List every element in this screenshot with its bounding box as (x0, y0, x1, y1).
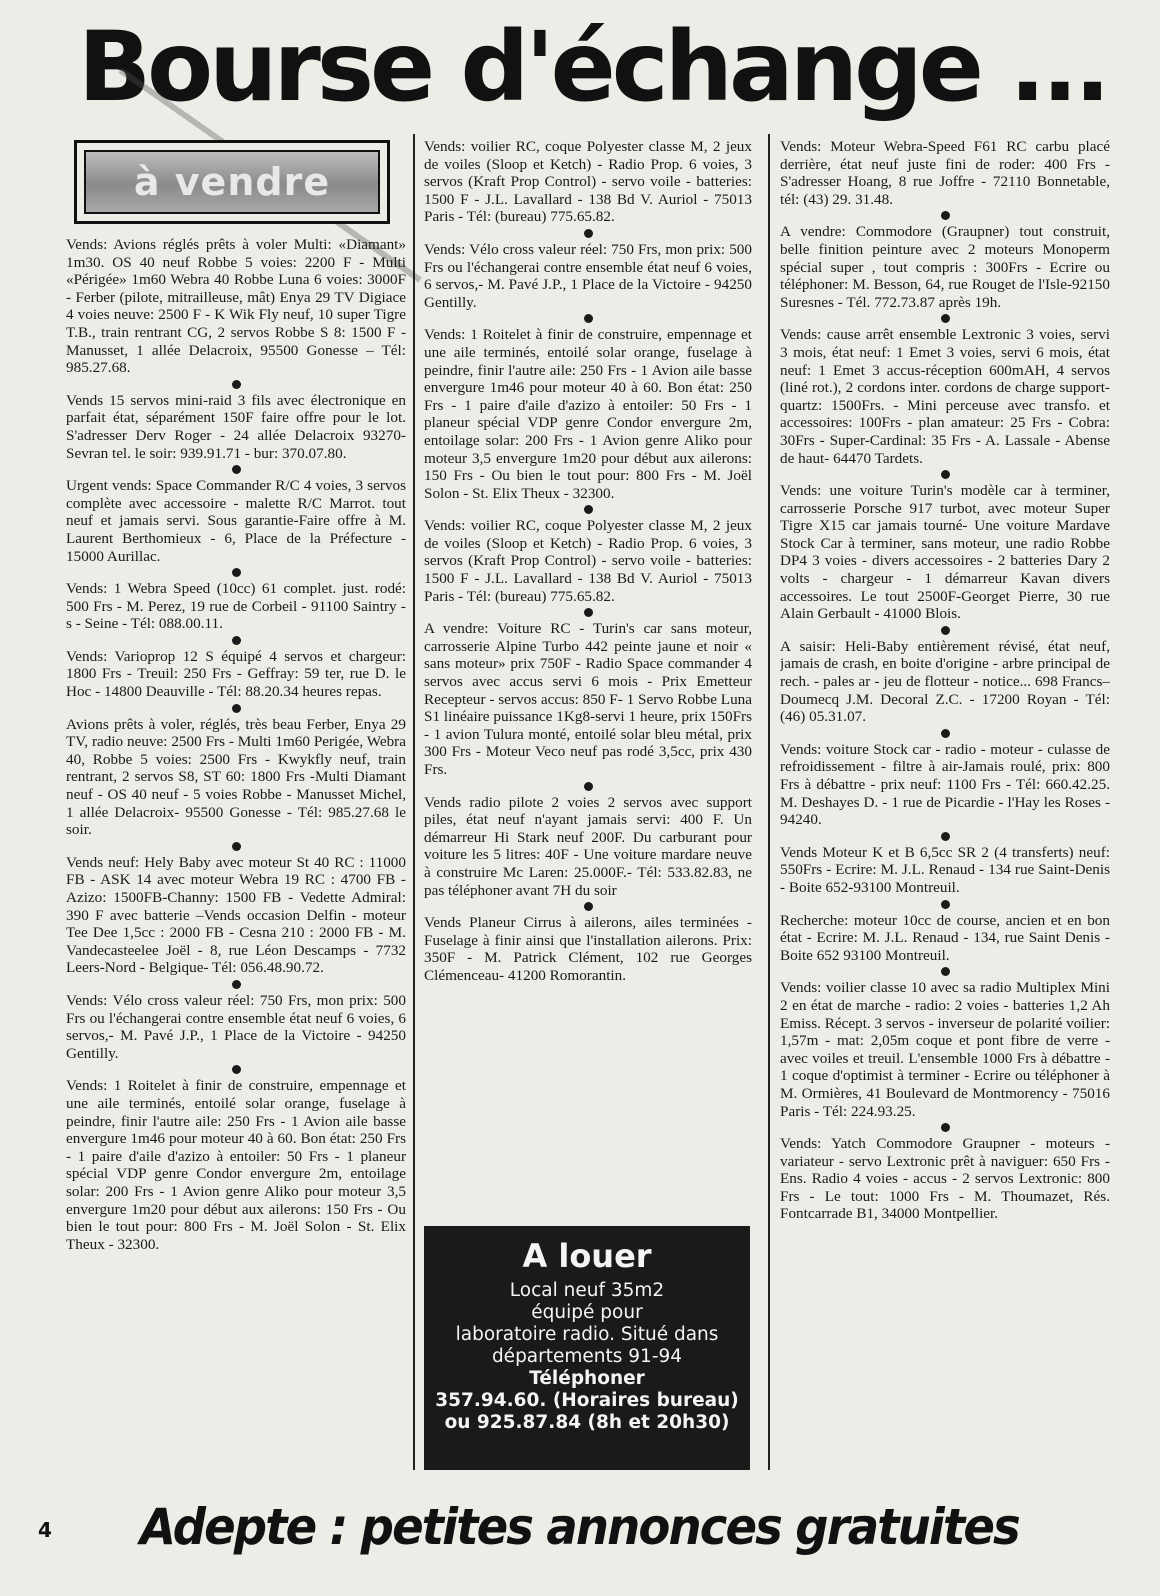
classified-ad: Vends Planeur Cirrus à ailerons, ailes terminées - Fuselage à finir ainsi que l'installation ailerons. Prix: 350F - M. Patrick Clément, 102 rue Georges Clémenceau- 41200 Romorantin. (424, 914, 752, 984)
ad-separator-dot (232, 704, 241, 713)
classified-ad: Recherche: moteur 10cc de course, ancien et en bon état - Ecrire: M. J.L. Renaud - 134, rue Saint Denis - Boite 652 93100 Montreuil. (780, 911, 1110, 964)
ad-separator-dot (941, 832, 950, 841)
ad-separator-dot (941, 1123, 950, 1132)
ads-column-1 (66, 236, 406, 1468)
column-divider (768, 134, 770, 1470)
classified-ad: Vends: une voiture Turin's modèle car à terminer, carrosserie Porsche 917 turbot, avec moteur Super Tigre X15 car jamais tourné- Une voiture Mardave Stock Car à terminer, sans moteur, une radio Robbe DP4 3 voies - divers accessoires - 2 batteries Dary 2 volts - chargeur - 1 démarreur Kavan divers accessoires. Le tout 2500F-Georget Pierre, 30 rue Alain Gerbault - 41000 Blois. (780, 482, 1110, 623)
classified-ad: Vends: 1 Roitelet à finir de construire, empennage et une aile terminés, entoilé solar orange, fuselage à peindre, finir l'autre aile: 250 Frs - 1 Avion aile basse envergure 1m46 pour moteur 40 à 60. Bon état: 250 Frs - 1 paire d'aile d'azizo à entoiler: 50 Frs - 1 planeur spécial VDP genre Condor envergure 2m, entoilage solar: 200 Frs - 1 Avion genre Aliko pour moteur 3,5 envergure 1m20 pour début aux ailerons: 150 Frs - Ou bien le tout pour: 800 Frs - M. Joël Solon - St. Elix Theux - 32300. (66, 1077, 406, 1253)
ad-separator-dot (232, 380, 241, 389)
classified-ad: Vends Moteur K et B 6,5cc SR 2 (4 transferts) neuf: 550Frs - Ecrire: M. J.L. Renaud - 134 rue Saint-Denis - Boite 652-93100 Montreuil. (780, 843, 1110, 896)
classified-ad: Vends: voiture Stock car - radio - moteur - culasse de refroidissement - filtre à air-Jamais roulé, prix: 800 Frs à débattre - prix neuf: 1100 Frs - Tél: 660.42.25. M. Deshayes D. - 1 rue de Picardie - l'Hay les Roses - 94240. (780, 740, 1110, 829)
classified-ad: Urgent vends: Space Commander R/C 4 voies, 3 servos complète avec accessoire - malette R/C Marrot. tout neuf et jamais servi. Sous garantie-Faire offre à M. Laurent Berthomieux - 6, Place de la Préfecture - 15000 Aurillac. (66, 477, 406, 565)
ad-separator-dot (941, 900, 950, 909)
classified-ad: Vends: Moteur Webra-Speed F61 RC carbu placé derrière, état neuf juste fini de roder: 400 Frs - S'adresser Hoang, 8 rue Joffre - 72110 Bonnetable, tél: (43) 29. 31.48. (780, 138, 1110, 208)
ad-separator-dot (941, 729, 950, 738)
classified-ad: Vends: voilier classe 10 avec sa radio Multiplex Mini 2 en état de marche - radio: 2 voies - batteries 1,2 Ah Emiss. Récept. 3 servos - inverseur de polarité voilier: 1,57m - mat: 2,05m coque et pont fibre de verre - avec voiles et treuil. L'ensemble 1000 Frs à débattre - 1 coque d'optimist à terminer - Ecrire ou téléphoner à M. Ormières, 41 Boulevard de Montmorency - 75016 Paris - Tél: 224.93.25. (780, 979, 1110, 1120)
for-sale-banner (74, 140, 390, 224)
for-rent-title: A louer (522, 1237, 652, 1275)
classified-ad: Vends radio pilote 2 voies 2 servos avec support piles, état neuf n'ayant jamais servi: 400 F. Un démarreur Hi Stark neuf 200F. Du carburant pour voiture les 5 litres: 40F - Une voiture mardare neuve à construire Mc Laren: 25.000F.- Tél: 533.82.83, ne pas téléphoner avant 7H du soir (424, 793, 752, 899)
classified-ad: A vendre: Voiture RC - Turin's car sans moteur, carrosserie Alpine Turbo 442 peinte jaune et noir « sans moteur» prix 750F - Radio Space commander 4 servos avec accus servi 6 mois - Prix Emetteur Recepteur - servos accus: 850 F- 1 Servo Robbe Luna S1 linéaire puissance 1Kg8-servi 1 heure, prix 150Frs - 1 avion Tulura monté, entoilé solar bleu métal, prix 300 Frs - Moteur Veco neuf pas rodé 3,5cc, prix 430 Frs. (424, 620, 752, 778)
ad-separator-dot (584, 314, 593, 323)
classified-ad: Vends: cause arrêt ensemble Lextronic 3 voies, servi 3 mois, état neuf: 1 Emet 3 voies, servi 6 mois, état neuf: 1 Emet 3 accus-réception 600mAH, 4 servos (liné rot.), 2 cordons inter. cordons de charge support-quartz: 1500Frs. - Mini perceuse avec transfo. et accessoires: 100Frs - plan amateur: 25 Frs - Cobra: 30Frs - Super-Cardinal: 35 Frs - A. Lassale - Abense de haut- 64470 Tardets. (780, 326, 1110, 467)
ad-separator-dot (584, 782, 593, 791)
for-rent-line: laboratoire radio. Situé dans (455, 1324, 719, 1345)
classified-ad: Vends: Yatch Commodore Graupner - moteurs - variateur - servo Lextronic prêt à naviguer: 650 Frs - Ens. Radio 4 voies - accus - 2 servos Lextronic: 800 Frs - Le tout: 1000 Frs - M. Thoumazet, Rés. Fontcarrade B1, 34000 Montpellier. (780, 1135, 1110, 1223)
footer-slogan: Adepte : petites annonces gratuites (140, 1498, 1019, 1556)
for-sale-banner-label: à vendre (84, 150, 380, 214)
ad-separator-dot (941, 967, 950, 976)
ad-separator-dot (584, 902, 593, 911)
ad-separator-dot (232, 465, 241, 474)
classified-ad: Vends: Vélo cross valeur réel: 750 Frs, mon prix: 500 Frs ou l'échangerai contre ensemble état neuf 6 voies, 6 servos,- M. Pavé J.P., 1 Place de la Victoire - 94250 Gentilly. (424, 240, 752, 311)
for-rent-phone: ou 925.87.84 (8h et 20h30) (444, 1412, 730, 1433)
page-number: 4 (38, 1518, 52, 1542)
ad-separator-dot (941, 626, 950, 635)
classified-ad: A vendre: Commodore (Graupner) tout construit, belle finition peinture avec 2 moteurs Monoperm spécial super , tout compris : 300Frs - Ecrire ou téléphoner: M. Besson, 64, rue Rouget de l'Isle-92150 Suresnes - Tél. 772.73.87 après 19h. (780, 223, 1110, 311)
for-rent-line: Téléphoner (529, 1368, 645, 1389)
ad-separator-dot (584, 608, 593, 617)
ad-separator-dot (941, 314, 950, 323)
column-divider (413, 134, 415, 1470)
ad-separator-dot (941, 211, 950, 220)
ad-separator-dot (232, 568, 241, 577)
for-rent-line: départements 91-94 (491, 1346, 683, 1367)
ad-separator-dot (232, 636, 241, 645)
classified-ad: Vends: voilier RC, coque Polyester classe M, 2 jeux de voiles (Sloop et Ketch) - Radio Prop. 6 voies, 3 servos (Kraft Prop Control) - servo voile - batteries: 1500 F - J.L. Lavallard - 138 Bd V. Auriol - 75013 Paris - Tél: (bureau) 775.65.82. (424, 517, 752, 605)
ad-separator-dot (584, 229, 593, 238)
page-title: Bourse d'échange ... (78, 11, 1107, 123)
classified-ad: Vends: Vélo cross valeur réel: 750 Frs, mon prix: 500 Frs ou l'échangerai contre ensemble état neuf 6 voies, 6 servos,- M. Pavé J.P., 1 Place de la Victoire - 94250 Gentilly. (66, 991, 406, 1062)
classified-ad: Vends: 1 Webra Speed (10cc) 61 complet. just. rodé: 500 Frs - M. Perez, 19 rue de Corbeil - 91100 Saintry - s - Seine - Tél: 088.00.11. (66, 580, 406, 633)
ad-separator-dot (584, 505, 593, 514)
classified-ad: Vends: 1 Roitelet à finir de construire, empennage et une aile terminés, entoilé solar orange, fuselage à peindre, finir l'autre aile: 250 Frs - 1 Avion aile basse envergure 1m46 pour moteur 40 à 60. Bon état: 250 Frs - 1 paire d'aile d'azizo à entoiler: 50 Frs - 1 planeur spécial VDP genre Condor envergure 2m, entoilage solar: 200 Frs - 1 Avion genre Aliko pour moteur 3,5 envergure 1m20 pour début aux ailerons: 150 Frs - Ou bien le tout pour: 800 Frs - M. Joël Solon - St. Elix Theux - 32300. (424, 326, 752, 502)
classified-ad: Vends: Varioprop 12 S équipé 4 servos et chargeur: 1800 Frs - Treuil: 250 Frs - Geffray: 59 ter, rue D. le Hoc - 14800 Deauville - Tél: 88.20.34 heures repas. (66, 647, 406, 701)
for-rent-line: équipé pour (531, 1302, 643, 1323)
classified-ad: Vends: Avions réglés prêts à voler Multi: «Diamant» 1m30. OS 40 neuf Robbe 5 voies: 2200 F - Multi «Périgée» 1m60 Webra 40 Robbe Luna 6 voies: 3000F - Ferber (pilote, mitrailleuse, mât) Enya 29 TV Digiace 4 voies neuve: 2500 F - K Wik Fly neuf, 10 super Tigre T.B., train rentrant CG, 2 servos Robbe S 8: 1500 F - Manusset, 1 allée Delacroix, 95500 Gonesse – Tél: 985.27.68. (66, 236, 406, 377)
classified-ad: Vends 15 servos mini-raid 3 fils avec électronique en parfait état, séparément 150F faire offre pour le lot. S'adresser Derv Roger - 24 allée Delacroix 93270- Sevran tel. le soir: 939.91.71 - bur: 370.07.80. (66, 391, 406, 462)
classified-ad: Vends: voilier RC, coque Polyester classe M, 2 jeux de voiles (Sloop et Ketch) - Radio Prop. 6 voies, 3 servos (Kraft Prop Control) - servo voile - batteries: 1500 F - J.L. Lavallard - 138 Bd V. Auriol - 75013 Paris - Tél: (bureau) 775.65.82. (424, 138, 752, 226)
ad-separator-dot (941, 470, 950, 479)
ad-separator-dot (232, 842, 241, 851)
ad-separator-dot (232, 980, 241, 989)
classified-ad: Avions prêts à voler, réglés, très beau Ferber, Enya 29 TV, radio neuve: 2500 Frs - Multi 1m60 Perigée, Webra 40, Robbe 5 voies: 2500 Frs - Kwykfly neuf, train rentrant, 2 servos S8, ST 60: 1800 Frs -Multi Diamant neuf - OS 40 neuf - 5 voies Robbe - Manusset Michel, 1 allée Delacroix- 95500 Gonesse - Tél: 985.27.68 le soir. (66, 715, 406, 839)
classified-ad: Vends neuf: Hely Baby avec moteur St 40 RC : 11000 FB - ASK 14 avec moteur Webra 19 RC : 4700 FB - Azizo: 1500FB-Channy: 1500 FB - Vedette Admiral: 390 F avec batterie –Vends occasion Delfin - moteur Tee Dee 1,5cc : 2000 FB - Cesna 210 : 2000 FB - M. Vandecasteelee Joël - 8, rue Léon Descamps - 7732 Leers-Nord - Belgique- Tél: 056.48.90.72. (66, 853, 406, 977)
classified-ad: A saisir: Heli-Baby entièrement révisé, état neuf, jamais de crash, en boite d'origine - arbre principal de rech. - pales ar - jeu de flotteur - notice... 698 Francs– Doumecq J.M. Decoral Z.C. - 17200 Royan - Tél: (46) 05.31.07. (780, 637, 1110, 726)
ads-column-3 (780, 138, 1110, 1468)
for-rent-box (424, 1226, 750, 1470)
ad-separator-dot (232, 1065, 241, 1074)
for-rent-phone: 357.94.60. (Horaires bureau) (435, 1390, 739, 1411)
for-rent-line: Local neuf 35m2 (509, 1280, 665, 1301)
